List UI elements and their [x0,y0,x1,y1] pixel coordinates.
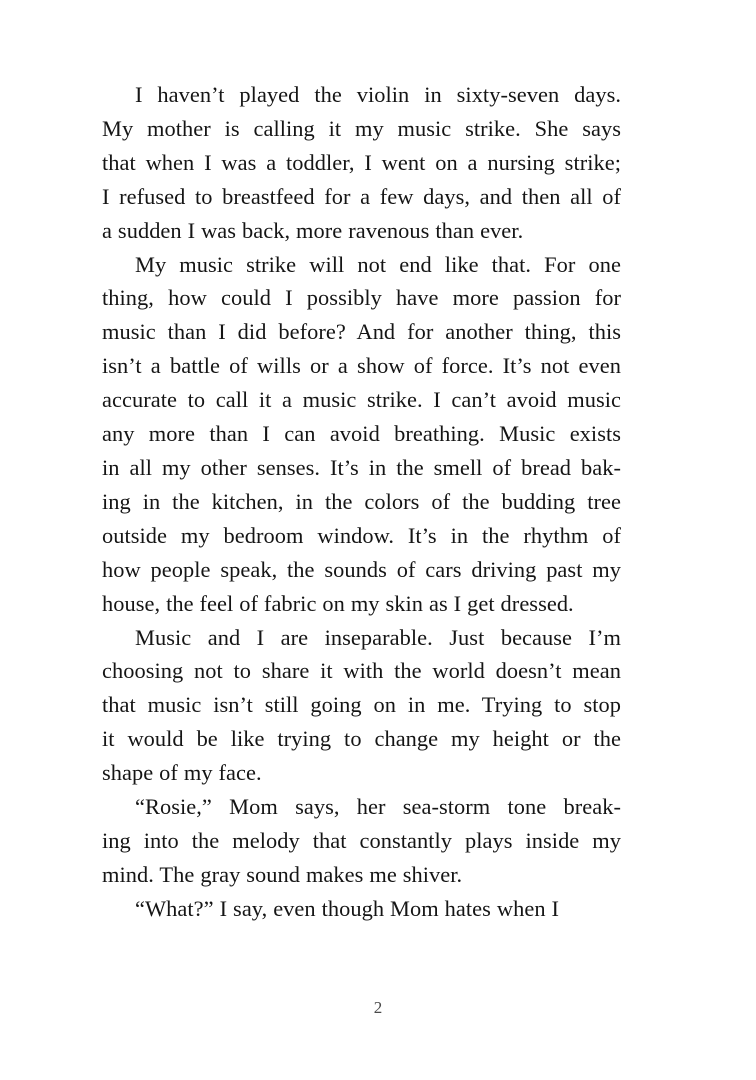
page-text-block [102,78,621,926]
text-line [102,553,621,587]
text-line [102,688,621,722]
text-line [102,214,621,248]
line-text: isn’t a battle of wills or a show of force. It’s not even [102,353,621,379]
paragraph-5 [102,892,621,926]
line-text: My music strike will not end like that. For one [135,251,621,277]
text-line [102,78,621,112]
text-line [102,824,621,858]
line-text: any more than I can avoid breathing. Music exists [102,421,621,447]
line-text: house, the feel of fabric on my skin as I get dressed. [102,590,574,616]
text-line [102,892,621,926]
line-text: how people speak, the sounds of cars driving past my [102,556,621,582]
text-line [102,756,621,790]
line-text: “Rosie,” Mom says, her sea-storm tone break- [135,794,621,820]
line-text: mind. The gray sound makes me shiver. [102,861,463,887]
line-text: that when I was a toddler, I went on a nursing strike; [102,149,621,175]
text-line [102,112,621,146]
line-text: I refused to breastfeed for a few days, and then all of [102,183,621,209]
line-text: ing in the kitchen, in the colors of the budding tree [102,488,621,514]
line-text: My mother is calling it my music strike. She says [102,115,621,141]
line-text: music than I did before? And for another thing, this [102,319,621,345]
text-line [102,587,621,621]
page-number: 2 [373,998,383,1017]
text-line [102,315,621,349]
paragraph-3 [102,621,621,791]
line-text: a sudden I was back, more ravenous than ever. [102,217,524,243]
text-line [102,180,621,214]
line-text: thing, how could I possibly have more passion for [102,285,621,311]
text-line [102,451,621,485]
line-text: choosing not to share it with the world doesn’t mean [102,658,621,684]
line-text: it would be like trying to change my height or the [102,726,621,752]
text-line [102,654,621,688]
text-line [102,485,621,519]
line-text: I haven’t played the violin in sixty-seven days. [135,82,621,107]
line-text: outside my bedroom window. It’s in the rhythm of [102,522,621,548]
paragraph-1 [102,78,621,248]
line-text: ing into the melody that constantly plays inside my [102,827,621,853]
line-text: in all my other senses. It’s in the smell of bread bak- [102,454,621,480]
text-line [102,281,621,315]
line-text: shape of my face. [102,760,262,786]
line-text: Music and I are inseparable. Just because I’m [135,624,621,650]
text-line [102,858,621,892]
paragraph-2 [102,248,621,621]
text-line [102,248,621,282]
text-line [102,722,621,756]
line-text: that music isn’t still going on in me. Trying to stop [102,692,621,718]
text-line [102,790,621,824]
line-text: “What?” I say, even though Mom hates when I [135,895,560,921]
text-line [102,383,621,417]
line-text: accurate to call it a music strike. I can’t avoid music [102,387,621,413]
text-line [102,519,621,553]
text-line [102,146,621,180]
text-line [102,621,621,655]
text-line [102,349,621,383]
text-line [102,417,621,451]
paragraph-4 [102,790,621,892]
